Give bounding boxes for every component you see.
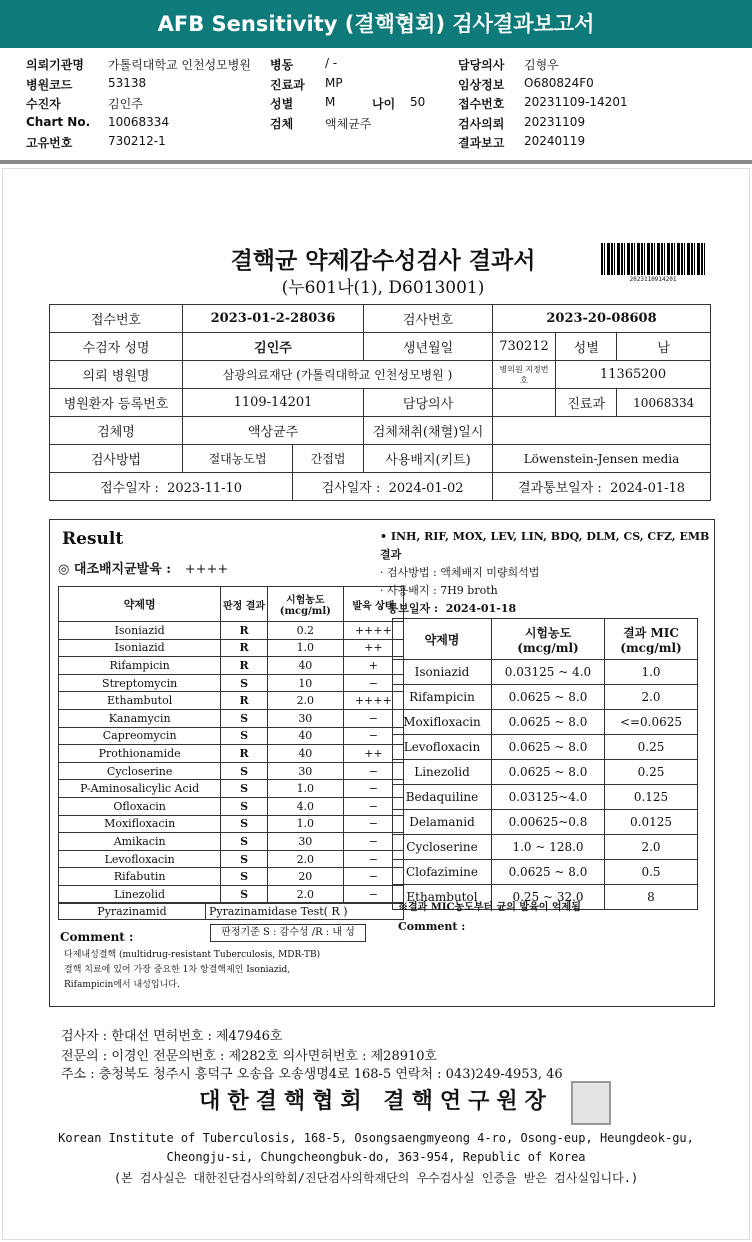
- pyrazinamid-row: [58, 902, 404, 920]
- table-row: [393, 760, 698, 785]
- header-value: 730212-1: [108, 134, 166, 148]
- table-row: [393, 710, 698, 735]
- col-judge: 판정 결과: [221, 587, 268, 622]
- mic-drug: Ethambutol: [393, 885, 492, 910]
- media: Löwenstein-Jensen media: [493, 445, 711, 473]
- header-value: M: [325, 95, 336, 109]
- test-conc: 40: [267, 727, 343, 745]
- header-label: 임상정보: [458, 77, 505, 92]
- method-1: 절대농도법: [183, 445, 293, 473]
- drug-name: Moxifloxacin: [59, 815, 221, 833]
- method-2: 간접법: [293, 445, 364, 473]
- table-row: [59, 709, 404, 727]
- drug-name: Levofloxacin: [59, 850, 221, 868]
- drug-table: [58, 586, 404, 904]
- mic-conc: 0.03125~4.0: [492, 785, 605, 810]
- judge-result: R: [221, 639, 268, 657]
- reg-no: 1109-14201: [183, 389, 364, 417]
- mic-medium: · 사용배지 : 7H9 broth: [380, 584, 498, 597]
- report-title: 결핵균 약제감수성검사 결과서: [230, 247, 536, 274]
- judge-result: R: [221, 692, 268, 710]
- hospital-name: 삼광의료재단 (가톨릭대학교 인천성모병원 ): [183, 361, 493, 389]
- growth-status: ++: [343, 639, 403, 657]
- mic-drug: Isoniazid: [393, 660, 492, 685]
- test-date: 검사일자 : 2024-01-02: [293, 473, 493, 501]
- drug-name: Rifampicin: [59, 657, 221, 675]
- drug-name: Isoniazid: [59, 622, 221, 640]
- age-label: 나이: [372, 97, 396, 111]
- growth-status: −: [343, 797, 403, 815]
- test-conc: 4.0: [267, 797, 343, 815]
- header-label: Chart No.: [26, 114, 91, 129]
- test-no-label: 검사번호: [364, 305, 493, 333]
- growth-status: −: [343, 762, 403, 780]
- drug-name: P-Aminosalicylic Acid: [59, 780, 221, 798]
- drug-name: Isoniazid: [59, 639, 221, 657]
- test-conc: 1.0: [267, 639, 343, 657]
- judge-result: S: [221, 833, 268, 851]
- growth-status: −: [343, 780, 403, 798]
- mic-drug: Delamanid: [393, 810, 492, 835]
- mic-comment-label: Comment :: [398, 920, 466, 933]
- table-row: [393, 735, 698, 760]
- header-label: 병원코드: [26, 77, 73, 92]
- judge-result: S: [221, 797, 268, 815]
- header-value: 20231109-14201: [524, 95, 628, 109]
- header-value: 10068334: [108, 114, 170, 129]
- mic-drug: Clofazimine: [393, 860, 492, 885]
- table-row: [59, 639, 404, 657]
- table-row: [393, 785, 698, 810]
- mic-conc: 0.0625 ~ 8.0: [492, 735, 605, 760]
- drug-name: Cycloserine: [59, 762, 221, 780]
- table-row: [393, 835, 698, 860]
- table-row: [59, 797, 404, 815]
- header-value: 53138: [108, 75, 147, 90]
- header-label: 검체: [270, 116, 294, 131]
- col-drug: 약제명: [59, 587, 221, 622]
- growth-status: −: [343, 709, 403, 727]
- drug-name: Rifabutin: [59, 868, 221, 886]
- dob-label: 생년월일: [364, 333, 493, 361]
- order-header: [0, 54, 752, 154]
- mic-conc: 0.00625~0.8: [492, 810, 605, 835]
- hospital-label: 의뢰 병원명: [50, 361, 183, 389]
- header-label: 의뢰기관명: [26, 58, 84, 72]
- result-title: Result: [62, 529, 124, 549]
- growth-status: −: [343, 868, 403, 886]
- judge-result: S: [221, 815, 268, 833]
- dob: 730212: [493, 333, 556, 361]
- judge-result: S: [221, 780, 268, 798]
- table-row: [59, 815, 404, 833]
- official-seal-icon: [571, 1081, 611, 1125]
- address-en-2: Cheongju-si, Chungcheongbuk-do, 363-954, Republic of Korea: [166, 1150, 586, 1164]
- judge-result: R: [221, 657, 268, 675]
- barcode-icon: [601, 243, 705, 275]
- drug-name: Amikacin: [59, 833, 221, 851]
- mic-result: 0.25: [605, 760, 698, 785]
- specimen: 액상균주: [183, 417, 364, 445]
- test-conc: 2.0: [267, 885, 343, 903]
- signoff-line-2: 전문의 : 이경인 전문의번호 : 제282호 의사면허번호 : 제28910호: [61, 1049, 438, 1064]
- dept-value: 10068334: [617, 389, 711, 417]
- mic-col-result: 결과 MIC (mcg/ml): [605, 619, 698, 660]
- collect-value: [493, 417, 711, 445]
- table-row: [59, 780, 404, 798]
- mic-drug: Moxifloxacin: [393, 710, 492, 735]
- header-label: 고유번호: [26, 136, 73, 150]
- growth-status: −: [343, 727, 403, 745]
- dept-label: 진료과: [556, 389, 617, 417]
- header-label: 접수번호: [458, 97, 505, 111]
- header-label: 진료과: [270, 77, 305, 92]
- table-row: [393, 860, 698, 885]
- header-value: 김인주: [108, 97, 143, 111]
- mic-drug: Linezolid: [393, 760, 492, 785]
- institute-name: 대한결핵협회 결핵연구원장: [199, 1088, 553, 1114]
- mic-conc: 1.0 ~ 128.0: [492, 835, 605, 860]
- mic-result: 0.5: [605, 860, 698, 885]
- judge-result: S: [221, 674, 268, 692]
- drug-name: Prothionamide: [59, 745, 221, 763]
- patient-name: 김인주: [183, 333, 364, 361]
- mic-notify: · 통보일자 : 2024-01-18: [380, 602, 517, 615]
- header-label: 결과보고: [458, 136, 505, 150]
- growth-status: −: [343, 674, 403, 692]
- mic-table: [392, 618, 698, 910]
- growth-status: −: [343, 850, 403, 868]
- test-conc: 1.0: [267, 780, 343, 798]
- col-growth: 발육 상태: [343, 587, 403, 622]
- mic-conc: 0.0625 ~ 8.0: [492, 860, 605, 885]
- drug-name: Streptomycin: [59, 674, 221, 692]
- doctor-value: [493, 389, 556, 417]
- mic-result: 2.0: [605, 835, 698, 860]
- info-table: [49, 304, 711, 501]
- test-conc: 30: [267, 833, 343, 851]
- mic-heading: • INH, RIF, MOX, LEV, LIN, BDQ, DLM, CS, CFZ, EMB 결과: [380, 530, 710, 561]
- col-conc: 시험농도 (mcg/ml): [267, 587, 343, 622]
- drug-name: Kanamycin: [59, 709, 221, 727]
- comment-text: 다제내성결핵 (multidrug-resistant Tuberculosis, MDR-TB) 결핵 치료에 있어 가장 중요한 1차 항결핵제인 Isoniazid, Rifampicin에서 내성입니다.: [64, 950, 321, 990]
- judge-result: R: [221, 745, 268, 763]
- judge-result: S: [221, 727, 268, 745]
- table-row: [59, 622, 404, 640]
- report-subtitle: (누601나(1), D6013001): [281, 278, 485, 298]
- table-row: [393, 810, 698, 835]
- test-no: 2023-20-08608: [493, 305, 711, 333]
- judge-result: S: [221, 850, 268, 868]
- table-row: [59, 885, 404, 903]
- mic-drug: Levofloxacin: [393, 735, 492, 760]
- growth-status: ++++: [343, 622, 403, 640]
- judge-result: S: [221, 885, 268, 903]
- mic-col-conc: 시험농도 (mcg/ml): [492, 619, 605, 660]
- table-row: [59, 868, 404, 886]
- test-conc: 2.0: [267, 692, 343, 710]
- header-value: 20240119: [524, 134, 586, 148]
- mic-result: 8: [605, 885, 698, 910]
- mic-drug: Bedaquiline: [393, 785, 492, 810]
- mic-conc: 0.25 ~ 32.0: [492, 885, 605, 910]
- mic-note: ※결과 MIC농도부터 균의 발육이 억제됨: [398, 902, 581, 913]
- header-label: 수진자: [26, 97, 61, 111]
- judge-legend: 판정기준 S : 감수성 /R : 내 성: [210, 924, 366, 942]
- test-conc: 30: [267, 762, 343, 780]
- growth-status: −: [343, 885, 403, 903]
- header-value: 가톨릭대학교 인천성모병원: [108, 58, 251, 72]
- mic-conc: 0.03125 ~ 4.0: [492, 660, 605, 685]
- growth-status: −: [343, 815, 403, 833]
- mic-col-drug: 약제명: [393, 619, 492, 660]
- header-label: 담당의사: [458, 58, 505, 72]
- test-conc: 2.0: [267, 850, 343, 868]
- specimen-label: 검체명: [50, 417, 183, 445]
- doctor-label: 담당의사: [364, 389, 493, 417]
- pyr-name: Pyrazinamid: [59, 903, 206, 920]
- mic-conc: 0.0625 ~ 8.0: [492, 760, 605, 785]
- mic-result: 1.0: [605, 660, 698, 685]
- drug-name: Ofloxacin: [59, 797, 221, 815]
- header-label: 검사의뢰: [458, 116, 505, 131]
- recv-date: 접수일자 : 2023-11-10: [50, 473, 293, 501]
- sex-label: 성별: [556, 333, 617, 361]
- header-value: / -: [325, 56, 338, 70]
- method-label: 검사방법: [50, 445, 183, 473]
- table-row: [393, 685, 698, 710]
- mic-result: 2.0: [605, 685, 698, 710]
- mic-drug: Cycloserine: [393, 835, 492, 860]
- cert-note: (본 검사실은 대한진단검사의학회/진단검사의학재단의 우수검사실 인증을 받은 검사실입니다.): [113, 1171, 639, 1185]
- mic-conc: 0.0625 ~ 8.0: [492, 685, 605, 710]
- mic-conc: 0.0625 ~ 8.0: [492, 710, 605, 735]
- mic-info: [380, 528, 710, 618]
- growth-status: −: [343, 833, 403, 851]
- header-divider: [0, 160, 752, 164]
- hospital-code: 11365200: [556, 361, 711, 389]
- mic-result: <=0.0625: [605, 710, 698, 735]
- table-row: [59, 745, 404, 763]
- test-conc: 10: [267, 674, 343, 692]
- test-conc: 20: [267, 868, 343, 886]
- header-value: 액체균주: [325, 116, 372, 131]
- header-label: 병동: [270, 58, 294, 72]
- judge-result: R: [221, 622, 268, 640]
- table-row: [59, 727, 404, 745]
- mic-result: 0.0125: [605, 810, 698, 835]
- report-banner: AFB Sensitivity (결핵협회) 검사결과보고서: [0, 0, 752, 48]
- test-conc: 40: [267, 657, 343, 675]
- drug-name: Linezolid: [59, 885, 221, 903]
- comment-label: Comment :: [60, 930, 134, 944]
- table-row: [59, 762, 404, 780]
- header-value: MP: [325, 75, 343, 90]
- table-row: [59, 657, 404, 675]
- drug-name: Capreomycin: [59, 727, 221, 745]
- header-value: O680824F0: [524, 75, 594, 90]
- test-conc: 40: [267, 745, 343, 763]
- test-conc: 0.2: [267, 622, 343, 640]
- test-conc: 1.0: [267, 815, 343, 833]
- notify-date: 결과통보일자 : 2024-01-18: [493, 473, 711, 501]
- growth-status: ++: [343, 745, 403, 763]
- table-row: [393, 660, 698, 685]
- mic-result: 0.125: [605, 785, 698, 810]
- growth-status: +: [343, 657, 403, 675]
- table-row: [59, 833, 404, 851]
- signoff-line-3: 주소 : 충청북도 청주시 흥덕구 오송읍 오송생명4로 168-5 연락처 : 043)249-4953, 46: [61, 1067, 563, 1082]
- drug-name: Ethambutol: [59, 692, 221, 710]
- mic-result: 0.25: [605, 735, 698, 760]
- patient-label: 수검자 성명: [50, 333, 183, 361]
- table-row: [59, 692, 404, 710]
- sex: 남: [617, 333, 711, 361]
- table-row: [59, 850, 404, 868]
- collect-label: 검체채취(채혈)일시: [364, 417, 493, 445]
- header-value: 20231109: [524, 114, 586, 129]
- control-growth: ◎ 대조배지균발육 : ++++: [58, 562, 229, 577]
- judge-result: S: [221, 762, 268, 780]
- pyr-value: Pyrazinamidase Test( R ): [206, 903, 404, 920]
- hospital-code-label: 병의원 지정번호: [493, 361, 556, 389]
- mic-method: · 검사방법 : 액체배지 미량희석법: [380, 566, 540, 579]
- judge-result: S: [221, 709, 268, 727]
- judge-result: S: [221, 868, 268, 886]
- table-row: [59, 674, 404, 692]
- growth-status: ++++: [343, 692, 403, 710]
- report-page: [2, 168, 750, 1240]
- reg-label: 병원환자 등록번호: [50, 389, 183, 417]
- header-value: 김형우: [524, 58, 559, 72]
- test-conc: 30: [267, 709, 343, 727]
- mic-drug: Rifampicin: [393, 685, 492, 710]
- address-en-1: Korean Institute of Tuberculosis, 168-5, Osongsaengmyeong 4-ro, Osong-eup, Heungdeok-gu,: [58, 1131, 694, 1145]
- receipt-no: 2023-01-2-28036: [183, 305, 364, 333]
- age-value: 50: [410, 95, 426, 109]
- receipt-no-label: 접수번호: [50, 305, 183, 333]
- header-label: 성별: [270, 97, 294, 111]
- result-box: [49, 519, 715, 1007]
- media-label: 사용배지(키트): [364, 445, 493, 473]
- barcode-number: 2023110914201: [629, 276, 677, 283]
- signoff-line-1: 검사자 : 한대선 면허번호 : 제47946호: [61, 1029, 283, 1044]
